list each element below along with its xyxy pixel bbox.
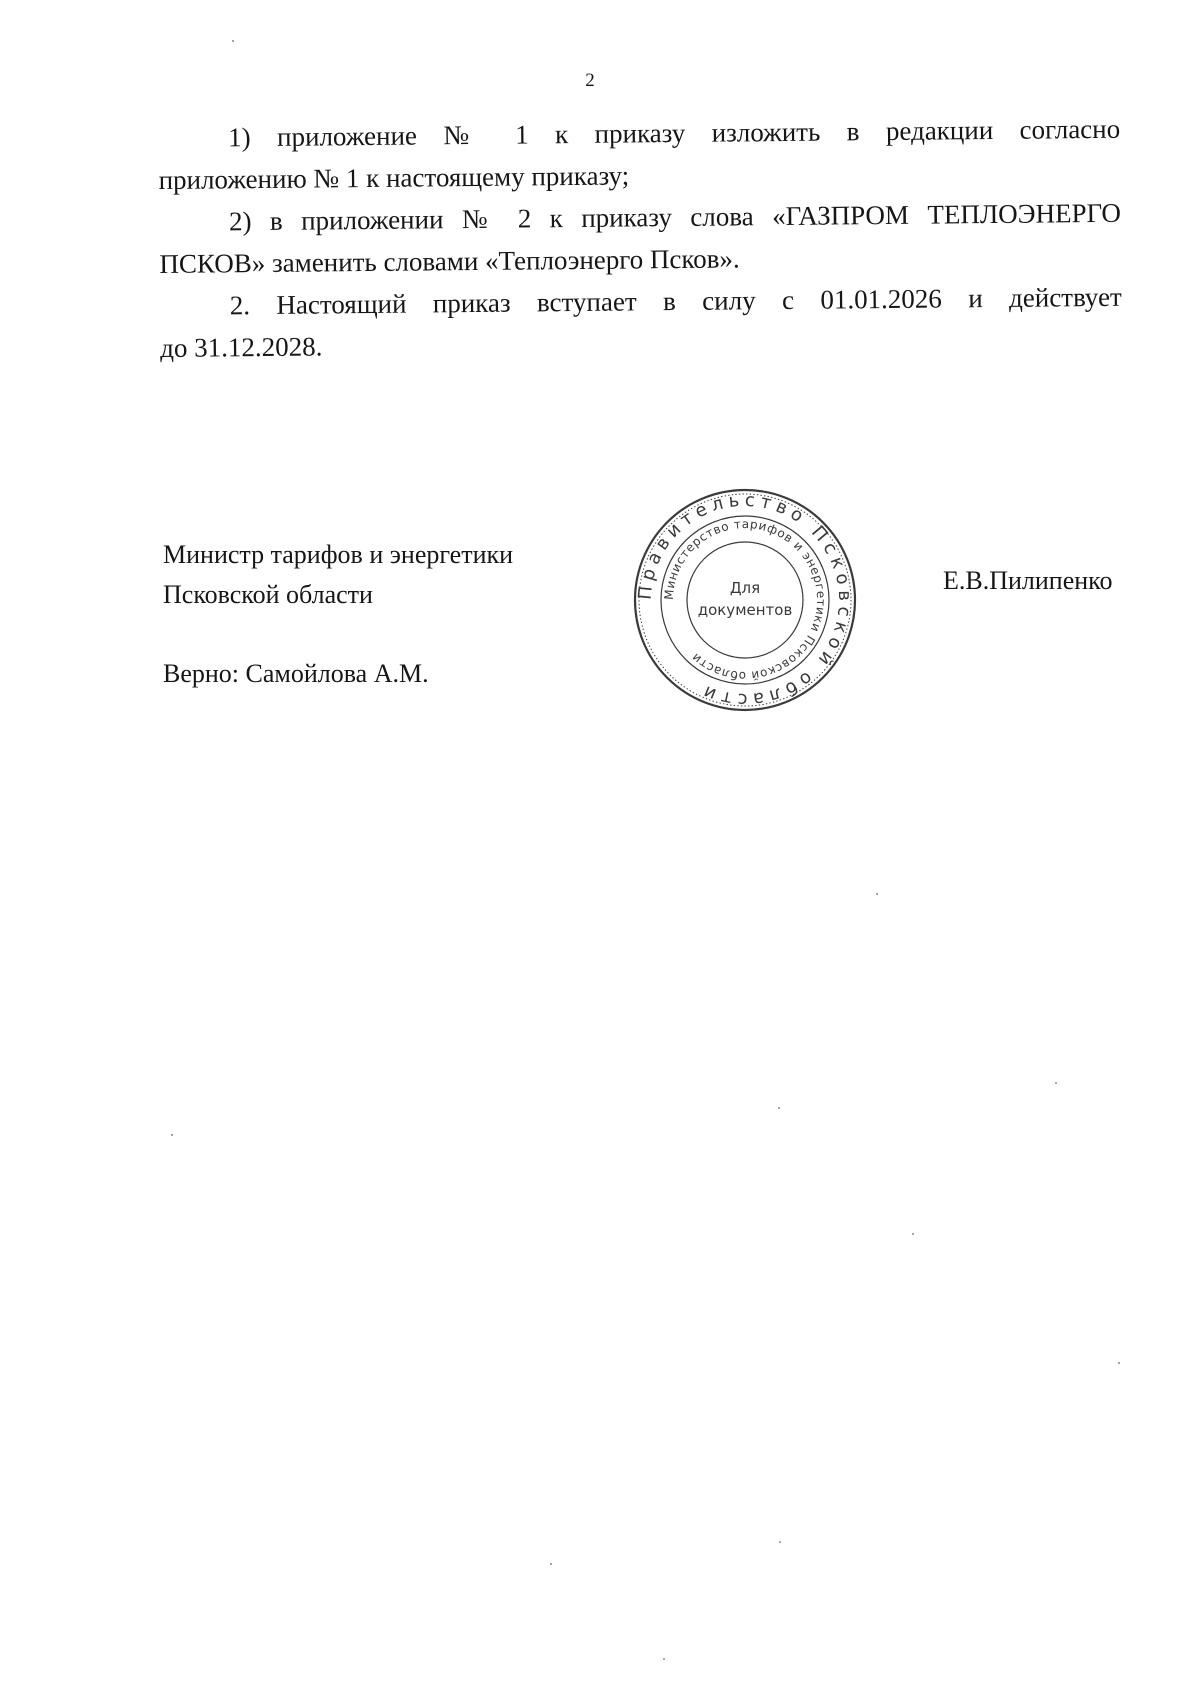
seal-center-line-1: Для	[729, 579, 761, 597]
seal-center-line-2: документов	[697, 601, 793, 619]
paragraph-3-first-line: 2. Настоящий приказ вступает в силу с 01.01.2026 и действует	[229, 281, 1122, 321]
seal-graphic	[632, 487, 858, 713]
scan-speck	[1055, 1082, 1057, 1084]
scan-speck	[912, 1233, 914, 1235]
scan-speck	[779, 1541, 781, 1543]
scan-speck	[1118, 1362, 1120, 1364]
signer-position-line-2: Псковской области	[163, 580, 373, 609]
order-body	[158, 108, 1122, 369]
paragraph-1-first-line: 1) приложение № 1 к приказу изложить в редакции согласно	[228, 113, 1121, 153]
paragraph-2	[159, 192, 1122, 285]
page-number: 2	[585, 70, 595, 91]
scan-speck	[171, 1134, 173, 1136]
scan-speck	[550, 1563, 552, 1565]
paragraph-2-continuation: ПСКОВ» заменить словами «Теплоэнерго Псков».	[159, 243, 740, 279]
paragraph-2-first-line: 2) в приложении № 2 к приказу слова «ГАЗПРОМ ТЕПЛОЭНЕРГО	[228, 197, 1122, 237]
paragraph-1-continuation: приложению № 1 к настоящему приказу;	[158, 160, 630, 195]
paragraph-3	[160, 276, 1123, 369]
seal-inner-ring-text: Министерство тарифов и энергетики Псковской области	[661, 516, 829, 684]
signer-name: Е.В.Пилипенко	[943, 566, 1113, 595]
scan-speck	[232, 40, 234, 42]
scan-speck	[663, 1658, 665, 1660]
paragraph-3-continuation: до 31.12.2028.	[160, 331, 323, 363]
scan-speck	[778, 1107, 780, 1109]
paragraph-1	[158, 108, 1121, 201]
signer-position	[163, 535, 513, 615]
seal-outer-ring-text: Правительство Псковской области	[634, 489, 856, 711]
certified-copy-note: Верно: Самойлова А.М.	[163, 659, 429, 688]
official-seal	[632, 487, 858, 713]
scan-speck	[876, 893, 878, 895]
signer-position-line-1: Министр тарифов и энергетики	[163, 540, 514, 569]
